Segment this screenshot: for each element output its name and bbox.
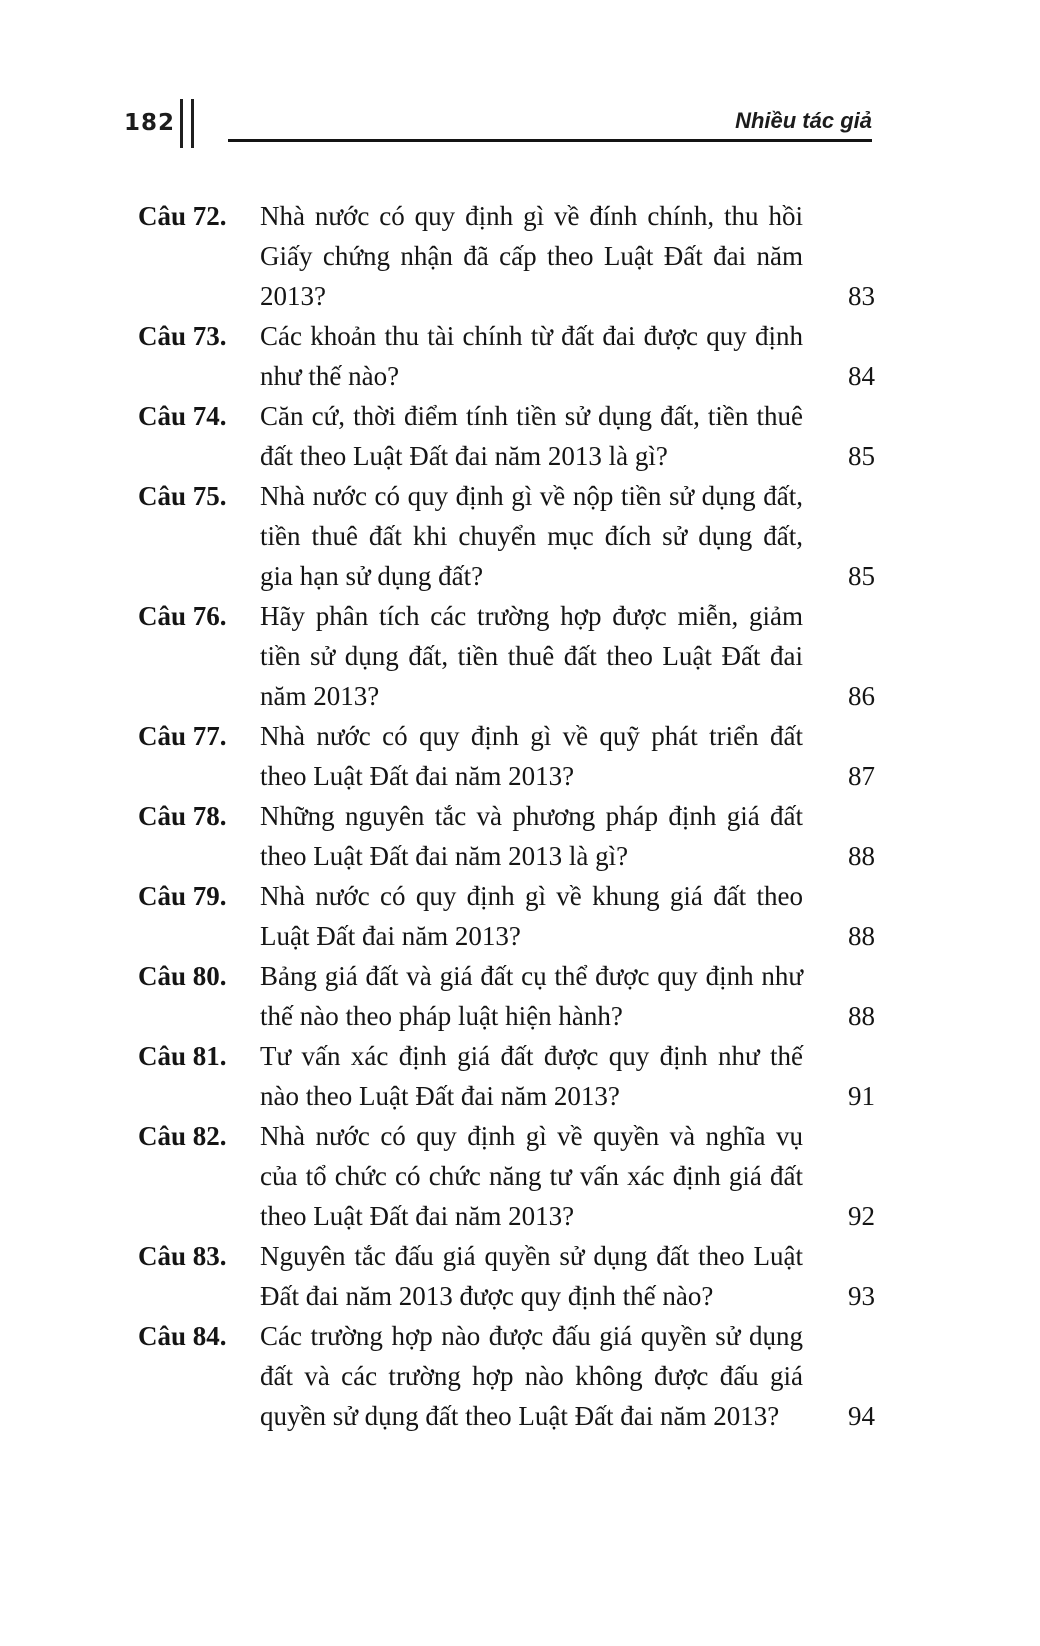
toc-entry xyxy=(138,1316,875,1436)
toc-entry xyxy=(138,396,875,476)
entry-page-number: 86 xyxy=(848,681,875,711)
entry-text: Các trường hợp nào được đấu giá quyền sử dụng đất và các trường hợp nào không được đấu giá quyền sử dụng đất theo Luật Đất đai năm 2013? xyxy=(260,1321,803,1431)
entry-text: Hãy phân tích các trường hợp được miễn, giảm tiền sử dụng đất, tiền thuê đất theo Luật Đất đai năm 2013? xyxy=(260,601,803,711)
entry-label: Câu 76. xyxy=(138,601,227,631)
entry-text: Các khoản thu tài chính từ đất đai được quy định như thế nào? xyxy=(260,321,803,391)
entry-label: Câu 75. xyxy=(138,481,227,511)
entry-page-number: 83 xyxy=(848,281,875,311)
toc-entry xyxy=(138,1036,875,1116)
toc-entry xyxy=(138,956,875,1036)
entry-label: Câu 79. xyxy=(138,881,227,911)
header-ornament-icon xyxy=(180,99,194,148)
toc-entry xyxy=(138,596,875,716)
entry-label: Câu 72. xyxy=(138,201,227,231)
entry-text: Căn cứ, thời điểm tính tiền sử dụng đất, tiền thuê đất theo Luật Đất đai năm 2013 là gì? xyxy=(260,401,803,471)
header-rule xyxy=(228,139,872,142)
entry-label: Câu 83. xyxy=(138,1241,227,1271)
entry-page-number: 87 xyxy=(848,761,875,791)
entry-text: Những nguyên tắc và phương pháp định giá đất theo Luật Đất đai năm 2013 là gì? xyxy=(260,801,803,871)
entry-text: Nhà nước có quy định gì về quyền và nghĩa vụ của tổ chức có chức năng tư vấn xác định giá đất theo Luật Đất đai năm 2013? xyxy=(260,1121,803,1231)
entry-label: Câu 81. xyxy=(138,1041,227,1071)
running-title: Nhiều tác giả xyxy=(735,108,872,133)
toc-entry xyxy=(138,196,875,316)
toc-entry xyxy=(138,476,875,596)
entry-label: Câu 82. xyxy=(138,1121,227,1151)
entry-page-number: 91 xyxy=(848,1081,875,1111)
entry-page-number: 94 xyxy=(848,1401,875,1431)
entry-text: Nguyên tắc đấu giá quyền sử dụng đất theo Luật Đất đai năm 2013 được quy định thế nào? xyxy=(260,1241,803,1311)
entry-page-number: 85 xyxy=(848,441,875,471)
toc-entry xyxy=(138,1116,875,1236)
entry-page-number: 85 xyxy=(848,561,875,591)
entry-page-number: 88 xyxy=(848,1001,875,1031)
toc-entry xyxy=(138,1236,875,1316)
entry-page-number: 93 xyxy=(848,1281,875,1311)
entry-page-number: 88 xyxy=(848,921,875,951)
entry-label: Câu 77. xyxy=(138,721,227,751)
entry-page-number: 92 xyxy=(848,1201,875,1231)
toc-entry xyxy=(138,316,875,396)
entry-label: Câu 73. xyxy=(138,321,227,351)
entry-text: Bảng giá đất và giá đất cụ thể được quy định như thế nào theo pháp luật hiện hành? xyxy=(260,961,803,1031)
entry-page-number: 88 xyxy=(848,841,875,871)
page-number: 182 xyxy=(124,110,176,136)
entry-text: Nhà nước có quy định gì về khung giá đất theo Luật Đất đai năm 2013? xyxy=(260,881,803,951)
entry-label: Câu 80. xyxy=(138,961,227,991)
toc-entry xyxy=(138,796,875,876)
entry-text: Nhà nước có quy định gì về nộp tiền sử dụng đất, tiền thuê đất khi chuyển mục đích sử dụng đất, gia hạn sử dụng đất? xyxy=(260,481,803,591)
toc-entry xyxy=(138,876,875,956)
toc-entry xyxy=(138,716,875,796)
entry-text: Nhà nước có quy định gì về đính chính, thu hồi Giấy chứng nhận đã cấp theo Luật Đất đai năm 2013? xyxy=(260,201,803,311)
entry-page-number: 84 xyxy=(848,361,875,391)
entry-text: Tư vấn xác định giá đất được quy định như thế nào theo Luật Đất đai năm 2013? xyxy=(260,1041,803,1111)
entry-label: Câu 84. xyxy=(138,1321,227,1351)
entry-label: Câu 78. xyxy=(138,801,227,831)
table-of-contents xyxy=(138,196,875,1436)
entry-label: Câu 74. xyxy=(138,401,227,431)
entry-text: Nhà nước có quy định gì về quỹ phát triển đất theo Luật Đất đai năm 2013? xyxy=(260,721,803,791)
